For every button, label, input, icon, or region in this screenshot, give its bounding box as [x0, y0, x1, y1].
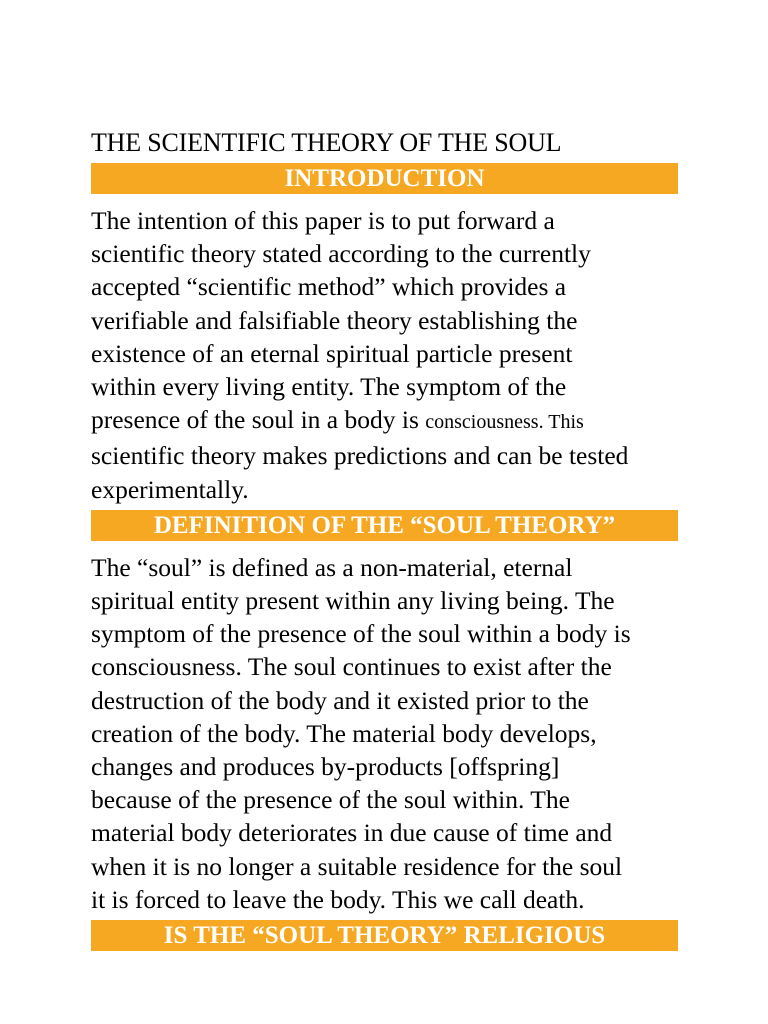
paragraph-line-start: presence of the soul in a body is: [91, 405, 426, 435]
paragraph-line: The intention of this paper is to put forward a: [91, 206, 555, 235]
paragraph-line: existence of an eternal spiritual particle present: [91, 338, 573, 368]
section-heading-religious: IS THE “SOUL THEORY” RELIGIOUS: [91, 920, 678, 951]
paragraph-line: destruction of the body and it existed prior to the: [91, 685, 589, 715]
paragraph-line: scientific theory makes predictions and can be tested: [91, 441, 629, 471]
paragraph-line: within every living entity. The symptom of the: [91, 372, 567, 402]
paragraph-line: accepted “scientific method” which provides a: [91, 272, 567, 302]
paragraph-line: consciousness. The soul continues to exist after the: [91, 652, 612, 682]
paragraph-line: creation of the body. The material body develops,: [91, 718, 597, 748]
definition-paragraph: [91, 551, 678, 916]
paragraph-line: verifiable and falsifiable theory establishing the: [91, 305, 578, 335]
paragraph-line: it is forced to leave the body. This we call death.: [91, 884, 585, 914]
paragraph-line: material body deteriorates in due cause of time and: [91, 818, 613, 848]
paragraph-line: because of the presence of the soul within. The: [91, 785, 570, 815]
small-text-consciousness: consciousness. This: [425, 411, 584, 434]
paragraph-line: symptom of the presence of the soul within a body is: [91, 619, 631, 649]
paragraph-line: scientific theory stated according to the currently: [91, 239, 591, 269]
section-heading-definition: DEFINITION OF THE “SOUL THEORY”: [91, 510, 678, 541]
document-page: [91, 126, 678, 951]
document-title: THE SCIENTIFIC THEORY OF THE SOUL: [91, 128, 562, 157]
introduction-paragraph: [91, 204, 678, 506]
paragraph-line-mixed: [91, 403, 678, 439]
paragraph-line: experimentally.: [91, 474, 249, 504]
paragraph-line: when it is no longer a suitable residence for the soul: [91, 851, 623, 881]
section-heading-introduction: INTRODUCTION: [91, 163, 678, 194]
paragraph-line: changes and produces by-products [offspring]: [91, 752, 560, 782]
paragraph-line: spiritual entity present within any living being. The: [91, 586, 615, 616]
paragraph-line: The “soul” is defined as a non-material, eternal: [91, 552, 573, 582]
